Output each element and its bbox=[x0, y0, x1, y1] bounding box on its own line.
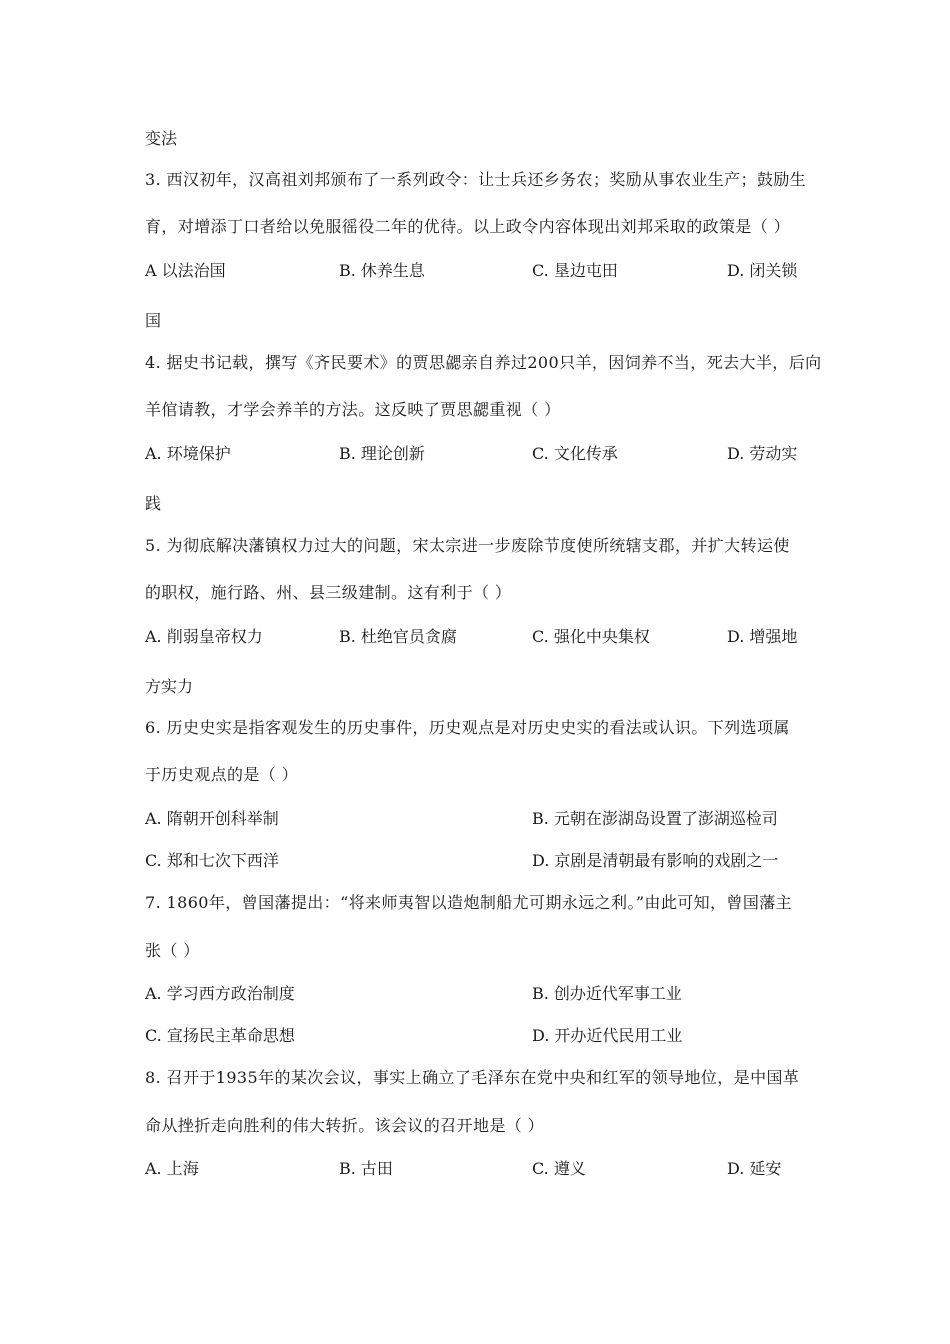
option-wrap: 践 bbox=[145, 494, 162, 513]
option-a[interactable]: A. 削弱皇帝权力 bbox=[145, 627, 263, 646]
option-b[interactable]: B. 创办近代军事工业 bbox=[532, 984, 682, 1003]
option-a[interactable]: A. 学习西方政治制度 bbox=[145, 984, 295, 1003]
option-c[interactable]: C. 遵义 bbox=[532, 1159, 586, 1178]
option-a[interactable]: A. 隋朝开创科举制 bbox=[145, 809, 279, 828]
option-wrap: 方实力 bbox=[145, 677, 194, 696]
option-d[interactable]: D. 闭关锁 bbox=[727, 261, 798, 280]
option-wrap: 国 bbox=[145, 311, 162, 330]
option-c[interactable]: C. 垦边屯田 bbox=[532, 261, 618, 280]
option-d[interactable]: D. 延安 bbox=[727, 1159, 782, 1178]
option-c[interactable]: C. 强化中央集权 bbox=[532, 627, 650, 646]
option-d[interactable]: D. 劳动实 bbox=[727, 444, 798, 463]
question-stem: 的职权，施行路、州、县三级建制。这有利于（ ） bbox=[145, 583, 512, 602]
option-b[interactable]: B. 杜绝官员贪腐 bbox=[339, 627, 457, 646]
question-stem: 于历史观点的是（ ） bbox=[145, 765, 299, 784]
option-c[interactable]: C. 宣扬民主革命思想 bbox=[145, 1026, 295, 1045]
question-stem: 7. 1860年，曾国藩提出：“将来师夷智以造炮制船尤可期永远之利。”由此可知，曾国藩主 bbox=[145, 893, 793, 912]
question-stem: 8. 召开于1935年的某次会议，事实上确立了毛泽东在党中央和红军的领导地位，是中国革 bbox=[145, 1068, 800, 1087]
question-stem: 6. 历史史实是指客观发生的历史事件，历史观点是对历史史实的看法或认识。下列选项属 bbox=[145, 718, 790, 737]
option-b[interactable]: B. 元朝在澎湖岛设置了澎湖巡检司 bbox=[532, 809, 778, 828]
question-stem: 育，对增添丁口者给以免服徭役二年的优待。以上政令内容体现出刘邦采取的政策是（ ） bbox=[145, 217, 791, 236]
question-stem: 羊倌请教，才学会养羊的方法。这反映了贾思勰重视（ ） bbox=[145, 400, 561, 419]
question-stem: 命从挫折走向胜利的伟大转折。该会议的召开地是（ ） bbox=[145, 1116, 545, 1135]
question-stem: 4. 据史书记载，撰写《齐民要术》的贾思勰亲自养过200只羊，因饲养不当，死去大半，后向 bbox=[145, 353, 822, 372]
carry-over-text: 变法 bbox=[145, 129, 178, 148]
option-d[interactable]: D. 开办近代民用工业 bbox=[532, 1026, 683, 1045]
option-b[interactable]: B. 理论创新 bbox=[339, 444, 425, 463]
option-c[interactable]: C. 郑和七次下西洋 bbox=[145, 851, 279, 870]
question-stem: 5. 为彻底解决藩镇权力过大的问题，宋太宗进一步废除节度使所统辖支郡，并扩大转运使 bbox=[145, 536, 790, 555]
option-b[interactable]: B. 古田 bbox=[339, 1159, 393, 1178]
option-c[interactable]: C. 文化传承 bbox=[532, 444, 618, 463]
option-d[interactable]: D. 京剧是清朝最有影响的戏剧之一 bbox=[532, 851, 779, 870]
option-a[interactable]: A. 环境保护 bbox=[145, 444, 231, 463]
question-stem: 3. 西汉初年，汉高祖刘邦颁布了一系列政令：让士兵还乡务农；奖励从事农业生产；鼓励生 bbox=[145, 170, 807, 189]
option-d[interactable]: D. 增强地 bbox=[727, 627, 798, 646]
option-b[interactable]: B. 休养生息 bbox=[339, 261, 425, 280]
question-stem: 张（ ） bbox=[145, 941, 200, 960]
option-a[interactable]: A. 上海 bbox=[145, 1159, 199, 1178]
option-a[interactable]: A 以法治国 bbox=[145, 261, 226, 280]
